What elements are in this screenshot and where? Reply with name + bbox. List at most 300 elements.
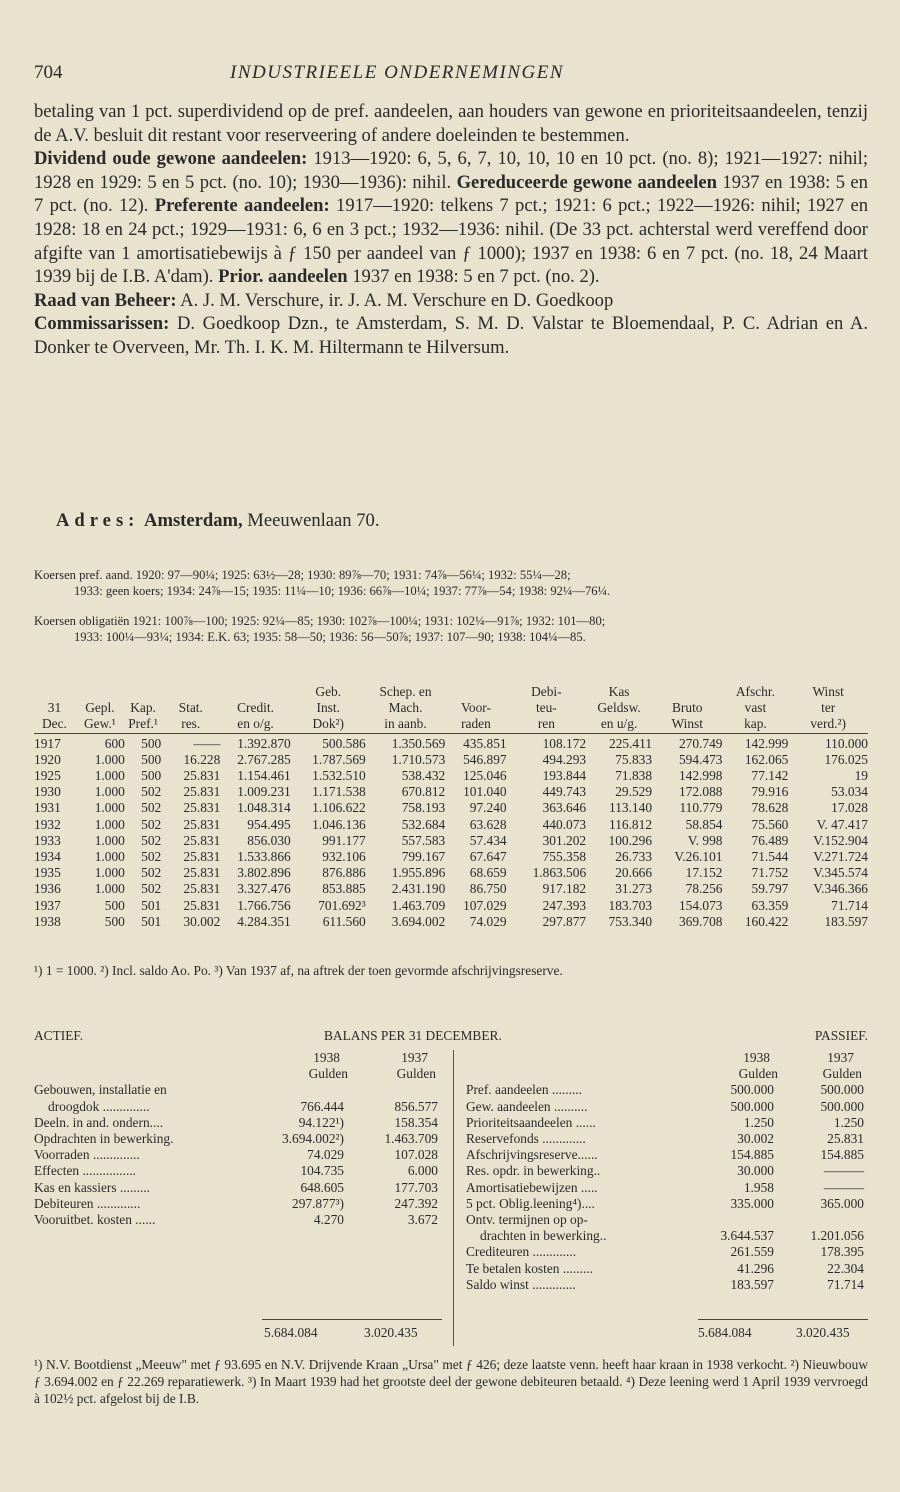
table-cell: 25.831 — [183, 800, 221, 816]
actief-value-1937: 1.463.709 — [384, 1131, 438, 1147]
table-cell: 500 — [104, 897, 125, 913]
table-cell: 58.854 — [685, 816, 723, 832]
header-depreciation: Afschr. vast kap. — [735, 684, 775, 732]
table-cell: 108.172 — [542, 735, 587, 751]
table-cell: 154.073 — [678, 897, 723, 913]
table-cell: 856.030 — [247, 832, 291, 848]
balance-actief-table — [34, 1050, 442, 1228]
table-cell: 1.000 — [94, 768, 125, 784]
table-cell: V.271.724 — [813, 849, 868, 865]
actief-value-1937: 6.000 — [407, 1163, 438, 1179]
table-cell: 1936 — [34, 881, 61, 897]
passief-value-1938: 335.000 — [730, 1195, 774, 1211]
table-cell: 440.073 — [542, 816, 587, 832]
table-cell: 247.393 — [542, 897, 587, 913]
text-board: A. J. M. Verschure, ir. J. A. M. Verschure en D. Goedkoop — [176, 289, 614, 311]
table-row — [34, 752, 868, 768]
table-cell: 1935 — [34, 865, 61, 881]
passief-row — [466, 1115, 868, 1131]
table-cell: 97.240 — [469, 800, 507, 816]
passief-value-1937: 25.831 — [827, 1131, 864, 1147]
table-cell: 502 — [141, 865, 162, 881]
table-cell: 1934 — [34, 849, 61, 865]
table-cell: 1937 — [34, 897, 61, 913]
table-cell: 113.140 — [609, 800, 653, 816]
actief-row — [34, 1115, 442, 1131]
passief-label: Te betalen kosten ......... — [466, 1260, 593, 1276]
header-buildings: Geb. Inst. Dok²) — [312, 684, 345, 732]
table-cell: 4.284.351 — [237, 913, 291, 929]
table-cell: 369.708 — [678, 913, 723, 929]
actief-unit-1938: Gulden — [308, 1066, 348, 1082]
table-cell: 110.779 — [679, 800, 723, 816]
actief-label: Gebouwen, installatie en — [34, 1082, 167, 1098]
table-cell: 1.533.866 — [237, 849, 291, 865]
actief-value-1938: 104.735 — [300, 1163, 344, 1179]
table-cell: 30.002 — [183, 913, 221, 929]
quotes-bonds — [34, 614, 868, 645]
table-cell: 502 — [141, 800, 162, 816]
passief-label: Afschrijvingsreserve...... — [466, 1147, 598, 1163]
passief-row — [466, 1131, 868, 1147]
table-cell: 1.766.756 — [237, 897, 291, 913]
passief-label: Pref. aandeelen ......... — [466, 1082, 583, 1098]
table-cell: 853.885 — [322, 881, 366, 897]
address-street: Meeuwenlaan 70. — [242, 510, 380, 531]
table-cell: 600 — [104, 735, 125, 751]
table-cell: 1.863.506 — [532, 865, 587, 881]
table-cell: V.346.366 — [813, 881, 868, 897]
passief-row — [466, 1228, 868, 1244]
passief-value-1937: 71.714 — [827, 1276, 864, 1292]
table-cell: 86.750 — [469, 881, 507, 897]
table-cell: 75.833 — [615, 751, 653, 767]
table-cell: 1.106.622 — [312, 800, 366, 816]
label-dividend-old: Dividend oude gewone aandeelen: — [34, 148, 308, 170]
table-cell: 501 — [141, 913, 162, 929]
table-cell: 502 — [141, 849, 162, 865]
table-cell: 2.431.190 — [391, 881, 446, 897]
header-gross-profit: Bruto Winst — [671, 700, 703, 732]
passief-value-1938: 183.597 — [730, 1276, 774, 1292]
table-cell: 932.106 — [322, 849, 366, 865]
table-row — [34, 833, 868, 849]
table-cell: 74.029 — [469, 913, 507, 929]
table-cell: 1.710.573 — [391, 751, 446, 767]
table-cell: 57.434 — [469, 832, 507, 848]
table-cell: 25.831 — [183, 784, 221, 800]
table-cell: 594.473 — [678, 751, 723, 767]
table-cell: 1.392.870 — [237, 735, 291, 751]
header-capital-pref: Kap. Pref.¹ — [128, 700, 158, 732]
table-cell: 1931 — [34, 800, 61, 816]
passief-label: Amortisatiebewijzen ..... — [466, 1179, 598, 1195]
table-cell: 753.340 — [608, 913, 653, 929]
table-cell: 701.692³ — [318, 897, 366, 913]
actief-value-1937: 247.392 — [394, 1195, 438, 1211]
table-cell: 77.142 — [751, 768, 789, 784]
table-cell: 20.666 — [615, 865, 653, 881]
table-cell: 26.733 — [615, 849, 653, 865]
table-cell: 501 — [141, 897, 162, 913]
table-row — [34, 898, 868, 914]
actief-row — [34, 1163, 442, 1179]
table-cell: 1.000 — [94, 881, 125, 897]
table-cell: 25.831 — [183, 768, 221, 784]
table-cell: V. 998 — [687, 832, 723, 848]
table-cell: 79.916 — [751, 784, 789, 800]
passief-col-1937: 1937 — [827, 1050, 854, 1065]
table-cell: 546.897 — [463, 751, 507, 767]
passief-value-1937: 22.304 — [827, 1260, 864, 1276]
table-cell: 1.048.314 — [237, 800, 291, 816]
table-cell: 758.193 — [401, 800, 446, 816]
header-cash: Kas Geldsw. en u/g. — [597, 684, 641, 732]
balance-footnotes: ¹) N.V. Bootdienst „Meeuw" met ƒ 93.695 en N.V. Drijvende Kraan „Ursa" met ƒ 426; deze laatste venn. heeft haar kraan in 1938 verkocht. ²) Nieuwbouw ƒ 3.694.002 en ƒ 22.269 reparatiewerk. ³) In Maart 1939 had het grootste deel der gewone debiteuren betaald. ⁴) Deze leening werd 1 April 1939 vervroegd à 102½ pct. afgelost bij de I.B. — [34, 1357, 868, 1406]
table-cell: 3.694.002 — [391, 913, 446, 929]
actief-label: Opdrachten in bewerking. — [34, 1131, 174, 1147]
paragraph-superdividend: betaling van 1 pct. superdividend op de pref. aandeelen, aan houders van gewone en prioriteitsaandeelen, tenzij de A.V. besluit dit restant voor reserveering of andere doeleinden te bestemmen. — [34, 101, 868, 146]
table-cell: 954.495 — [247, 816, 291, 832]
table-cell: 78.256 — [685, 881, 723, 897]
passief-value-1938: 1.958 — [743, 1179, 774, 1195]
page-title: INDUSTRIEELE ONDERNEMINGEN — [230, 62, 565, 83]
table-row — [34, 736, 868, 752]
passief-value-1938 — [698, 1212, 782, 1228]
table-cell: 25.831 — [183, 881, 221, 897]
table-cell: 68.659 — [469, 865, 507, 881]
passief-row — [466, 1180, 868, 1196]
actief-row — [34, 1147, 442, 1163]
quotes-preferred-line-2: 1933: geen koers; 1934: 24⅞—15; 1935: 11¼—10; 1936: 66⅞—10¼; 1937: 77⅞—54; 1938: 92¼—76¼. — [74, 583, 611, 598]
passief-row — [466, 1099, 868, 1115]
table-cell: 25.831 — [183, 832, 221, 848]
passief-value-1938: 154.885 — [730, 1147, 774, 1163]
passief-value-1938: 500.000 — [730, 1098, 774, 1114]
table-cell: 670.812 — [401, 784, 446, 800]
table-cell: —— — [193, 735, 221, 751]
table-cell: 3.802.896 — [237, 865, 291, 881]
quotes-preferred-line-1: Koersen pref. aand. 1920: 97—90¼; 1925: 63½—28; 1930: 89⅞—70; 1931: 74⅞—56¼; 1932: 55¼—28; — [34, 568, 571, 582]
table-cell: 63.359 — [751, 897, 789, 913]
actief-label: droogdok .............. — [48, 1098, 150, 1114]
table-cell: 500 — [141, 751, 162, 767]
table-cell: 63.628 — [469, 816, 507, 832]
table-cell: 1920 — [34, 751, 61, 767]
table-cell: 100.296 — [608, 832, 653, 848]
passief-value-1937: ——— — [823, 1163, 864, 1179]
balance-passief-table — [466, 1050, 868, 1293]
table-cell: 532.684 — [401, 816, 446, 832]
table-cell: 78.628 — [751, 800, 789, 816]
quotes-bonds-line-2: 1933: 100¼—93¼; 1934: E.K. 63; 1935: 58—50; 1936: 56—50⅞; 1937: 107—90; 1938: 104¼—85. — [74, 629, 586, 644]
passief-value-1937: 365.000 — [820, 1195, 864, 1211]
text-preferred-shares: 1917—1920: telkens 7 pct.; 1921: 6 pct.; 1922—1926: nihil; 1927 en 1928: 18 en 24 pct.; 1929—1931: 6, 6 en 3 pct.; 1932—1936: nihil. (De 33 pct. achterstal werd vereffend door afgifte van 1 amortisatiebewijs à ƒ 150 per aandeel van ƒ 1000); 1937 en 1938: 6 en 7 pct. (no. 18, 24 Maart 1939 bij de I.B. A'dam). — [34, 195, 868, 288]
actief-row — [34, 1082, 442, 1098]
actief-row — [34, 1099, 442, 1115]
table-cell: 71.752 — [751, 865, 789, 881]
table-cell: 142.999 — [744, 735, 789, 751]
actief-label: Voorraden .............. — [34, 1147, 140, 1163]
total-actief-1937: 3.020.435 — [364, 1325, 418, 1340]
actief-value-1937 — [352, 1082, 442, 1098]
total-passief-1938: 5.684.084 — [698, 1325, 752, 1340]
passief-label: Gew. aandeelen .......... — [466, 1098, 588, 1114]
table-cell: V.152.904 — [813, 832, 868, 848]
table-cell: 1.154.461 — [237, 768, 291, 784]
table-cell: 755.358 — [542, 849, 587, 865]
passief-row — [466, 1261, 868, 1277]
passief-value-1938: 30.000 — [737, 1163, 774, 1179]
passief-value-1937: 154.885 — [820, 1147, 864, 1163]
passief-unit-1938: Gulden — [738, 1066, 778, 1082]
table-footnotes: ¹) 1 = 1000. ²) Incl. saldo Ao. Po. ³) Van 1937 af, na aftrek der toen gevormde afschrijvingsreserve. — [34, 963, 563, 978]
table-cell: 363.646 — [542, 800, 587, 816]
text-reduced-shares: 1937 en 1938: 5 en 7 pct. (no. 12). — [34, 171, 868, 217]
table-cell: 3.327.476 — [237, 881, 291, 897]
passief-label: Crediteuren ............. — [466, 1244, 577, 1260]
actief-col-1937: 1937 — [401, 1050, 428, 1065]
label-commissioners: Commissarissen: — [34, 313, 170, 335]
actief-value-1937: 177.703 — [394, 1179, 438, 1195]
passief-row — [466, 1147, 868, 1163]
table-cell: 538.432 — [401, 768, 446, 784]
actief-value-1938: 74.029 — [307, 1147, 344, 1163]
table-cell: 502 — [141, 784, 162, 800]
table-cell: 449.743 — [542, 784, 587, 800]
table-cell: 142.998 — [678, 768, 723, 784]
actief-value-1938: 3.694.002²) — [281, 1131, 344, 1147]
paragraph-board — [34, 289, 868, 313]
table-cell: V.26.101 — [674, 849, 723, 865]
header-year: 31 Dec. — [41, 700, 67, 732]
table-cell: 101.040 — [463, 784, 507, 800]
table-cell: 799.167 — [401, 849, 446, 865]
passief-label: Saldo winst ............. — [466, 1276, 576, 1292]
table-cell: 1.955.896 — [391, 865, 446, 881]
header-debtors: Debi- teu- ren — [531, 684, 562, 732]
table-cell: 1.463.709 — [391, 897, 446, 913]
table-cell: 1.000 — [94, 800, 125, 816]
passief-value-1937: 178.395 — [820, 1244, 864, 1260]
passief-row — [466, 1212, 868, 1228]
table-cell: 500 — [141, 735, 162, 751]
table-cell: 500 — [141, 768, 162, 784]
table-cell: 1.532.510 — [312, 768, 366, 784]
balance-title: BALANS PER 31 DECEMBER. — [324, 1028, 502, 1043]
table-cell: 25.831 — [183, 897, 221, 913]
passief-label: Res. opdr. in bewerking.. — [466, 1163, 601, 1179]
table-cell: 1.350.569 — [391, 735, 446, 751]
table-cell: 71.838 — [615, 768, 653, 784]
label-preferred-shares: Preferente aandeelen: — [154, 195, 330, 217]
table-cell: 1917 — [34, 735, 61, 751]
actief-label: Vooruitbet. kosten ...... — [34, 1212, 156, 1228]
table-cell: 917.182 — [542, 881, 587, 897]
actief-row — [34, 1196, 442, 1212]
passief-unit-1937: Gulden — [822, 1066, 862, 1082]
actief-value-1937: 158.354 — [394, 1114, 438, 1130]
table-cell: 125.046 — [463, 768, 507, 784]
passief-value-1938: 500.000 — [730, 1082, 774, 1098]
table-cell: 71.544 — [751, 849, 789, 865]
table-header-row — [34, 684, 868, 733]
actief-value-1938: 4.270 — [313, 1212, 344, 1228]
table-cell: V. 47.417 — [816, 816, 868, 832]
actief-label: Debiteuren ............. — [34, 1195, 141, 1211]
text-prior-shares: 1937 en 1938: 5 en 7 pct. (no. 2). — [347, 266, 600, 288]
table-cell: 183.597 — [824, 913, 868, 929]
passief-value-1937: 500.000 — [820, 1082, 864, 1098]
table-cell: 1938 — [34, 913, 61, 929]
table-cell: 435.851 — [463, 735, 507, 751]
passief-row — [466, 1196, 868, 1212]
table-cell: 611.560 — [322, 913, 366, 929]
table-row — [34, 865, 868, 881]
table-row — [34, 849, 868, 865]
address-label: Adres: — [56, 510, 140, 531]
actief-label: Effecten ................ — [34, 1163, 137, 1179]
header-capital-common: Gepl. Gew.¹ — [83, 700, 116, 732]
table-cell: 76.489 — [751, 832, 789, 848]
total-passief-1937: 3.020.435 — [796, 1325, 850, 1340]
text-dividend-old: 1913—1920: 6, 5, 6, 7, 10, 10, 10 en 10 pct. (no. 8); 1921—1927: nihil; 1928 en 1929: 5 en 5 pct. (no. 10); 1930—1936): nihil. — [34, 148, 868, 193]
actief-label: Kas en kassiers ......... — [34, 1179, 151, 1195]
table-cell: 1930 — [34, 784, 61, 800]
passief-value-1937: 1.201.056 — [810, 1228, 864, 1244]
label-reduced-shares: Gereduceerde gewone aandeelen — [456, 171, 717, 193]
table-cell: 29.529 — [615, 784, 653, 800]
table-cell: 1.000 — [94, 751, 125, 767]
table-row — [34, 768, 868, 784]
table-row — [34, 881, 868, 897]
actief-value-1938: 297.877³) — [292, 1195, 344, 1211]
table-cell: 25.831 — [183, 816, 221, 832]
quotes-bonds-line-1: Koersen obligatiën 1921: 100⅞—100; 1925: 92¼—85; 1930: 102⅞—100¼; 1931: 102¼—91⅞; 1932: 101—80; — [34, 614, 606, 628]
actief-value-1938: 94.122¹) — [298, 1114, 344, 1130]
passief-value-1937: ——— — [823, 1179, 864, 1195]
table-cell: 110.000 — [824, 735, 868, 751]
actief-value-1938: 766.444 — [300, 1098, 344, 1114]
passief-col-1938: 1938 — [743, 1050, 770, 1065]
balance-divider — [453, 1050, 454, 1346]
table-cell: 270.749 — [678, 735, 723, 751]
table-cell: 557.583 — [401, 832, 446, 848]
table-cell: 16.228 — [183, 751, 221, 767]
table-cell: 31.273 — [615, 881, 653, 897]
header-inventory: Voor- raden — [460, 700, 491, 732]
table-cell: 494.293 — [542, 751, 587, 767]
passief-value-1938: 261.559 — [730, 1244, 774, 1260]
passief-value-1938: 3.644.537 — [720, 1228, 774, 1244]
table-cell: 301.202 — [542, 832, 587, 848]
passief-row — [466, 1163, 868, 1179]
passief-value-1937: 500.000 — [820, 1098, 864, 1114]
table-cell: 17.152 — [685, 865, 723, 881]
table-row — [34, 784, 868, 800]
passief-title: PASSIEF. — [814, 1028, 868, 1043]
table-cell: 502 — [141, 816, 162, 832]
table-cell: 176.025 — [824, 751, 868, 767]
table-cell: 991.177 — [322, 832, 366, 848]
table-cell: 17.028 — [831, 800, 868, 816]
financial-history-table — [34, 684, 868, 930]
table-cell: 1.787.569 — [312, 751, 366, 767]
actief-value-1937: 856.577 — [394, 1098, 438, 1114]
table-cell: 500 — [104, 913, 125, 929]
table-cell: 162.065 — [744, 751, 789, 767]
table-cell: 1932 — [34, 816, 61, 832]
table-cell: 172.088 — [678, 784, 723, 800]
table-cell: 876.886 — [322, 865, 366, 881]
paragraph-commissioners — [34, 312, 868, 359]
table-cell: 67.647 — [469, 849, 507, 865]
table-cell: 225.411 — [609, 735, 653, 751]
actief-value-1938 — [262, 1082, 352, 1098]
table-cell: 59.797 — [751, 881, 789, 897]
address — [56, 510, 379, 532]
table-cell: 116.812 — [609, 816, 653, 832]
table-cell: 25.831 — [183, 865, 221, 881]
passief-value-1938: 30.002 — [737, 1131, 774, 1147]
actief-value-1937: 3.672 — [407, 1212, 438, 1228]
label-board: Raad van Beheer: — [34, 289, 177, 311]
table-cell: 1925 — [34, 768, 61, 784]
passief-value-1938: 1.250 — [743, 1114, 774, 1130]
passief-label: 5 pct. Oblig.leening⁴).... — [466, 1195, 595, 1211]
page-number: 704 — [34, 62, 63, 83]
table-cell: 2.767.285 — [237, 751, 291, 767]
table-cell: 183.703 — [608, 897, 653, 913]
table-cell: 502 — [141, 832, 162, 848]
company-description — [34, 100, 868, 360]
table-cell: 1.171.538 — [312, 784, 366, 800]
actief-value-1938: 648.605 — [300, 1179, 344, 1195]
actief-col-1938: 1938 — [313, 1050, 340, 1065]
passief-label: Ontv. termijnen op op- — [466, 1212, 588, 1228]
passief-row — [466, 1082, 868, 1098]
paragraph-dividends — [34, 147, 868, 289]
table-cell: 25.831 — [183, 849, 221, 865]
table-cell: 502 — [141, 881, 162, 897]
table-cell: 193.844 — [542, 768, 587, 784]
table-cell: 75.560 — [751, 816, 789, 832]
actief-row — [34, 1180, 442, 1196]
actief-row — [34, 1131, 442, 1147]
table-cell: 71.714 — [831, 897, 868, 913]
table-cell: 297.877 — [542, 913, 587, 929]
table-cell: 19 — [854, 768, 868, 784]
table-cell: 107.029 — [463, 897, 507, 913]
header-creditors: Credit. en o/g. — [237, 700, 274, 732]
table-cell: 160.422 — [744, 913, 789, 929]
passief-label: Reservefonds ............. — [466, 1131, 586, 1147]
table-cell: 1.000 — [94, 865, 125, 881]
passief-value-1937 — [782, 1212, 868, 1228]
actief-label: Deeln. in and. ondern.... — [34, 1114, 164, 1130]
table-cell: 1.000 — [94, 784, 125, 800]
table-cell: 53.034 — [831, 784, 868, 800]
header-ships: Schep. en Mach. in aanb. — [379, 684, 432, 732]
header-stat-res: Stat. res. — [178, 700, 203, 732]
table-row — [34, 800, 868, 816]
total-actief-1938: 5.684.084 — [264, 1325, 318, 1340]
table-cell: 1.009.231 — [237, 784, 291, 800]
table-cell: 1.000 — [94, 849, 125, 865]
table-row — [34, 914, 868, 930]
actief-row — [34, 1212, 442, 1228]
table-cell: 1933 — [34, 832, 61, 848]
